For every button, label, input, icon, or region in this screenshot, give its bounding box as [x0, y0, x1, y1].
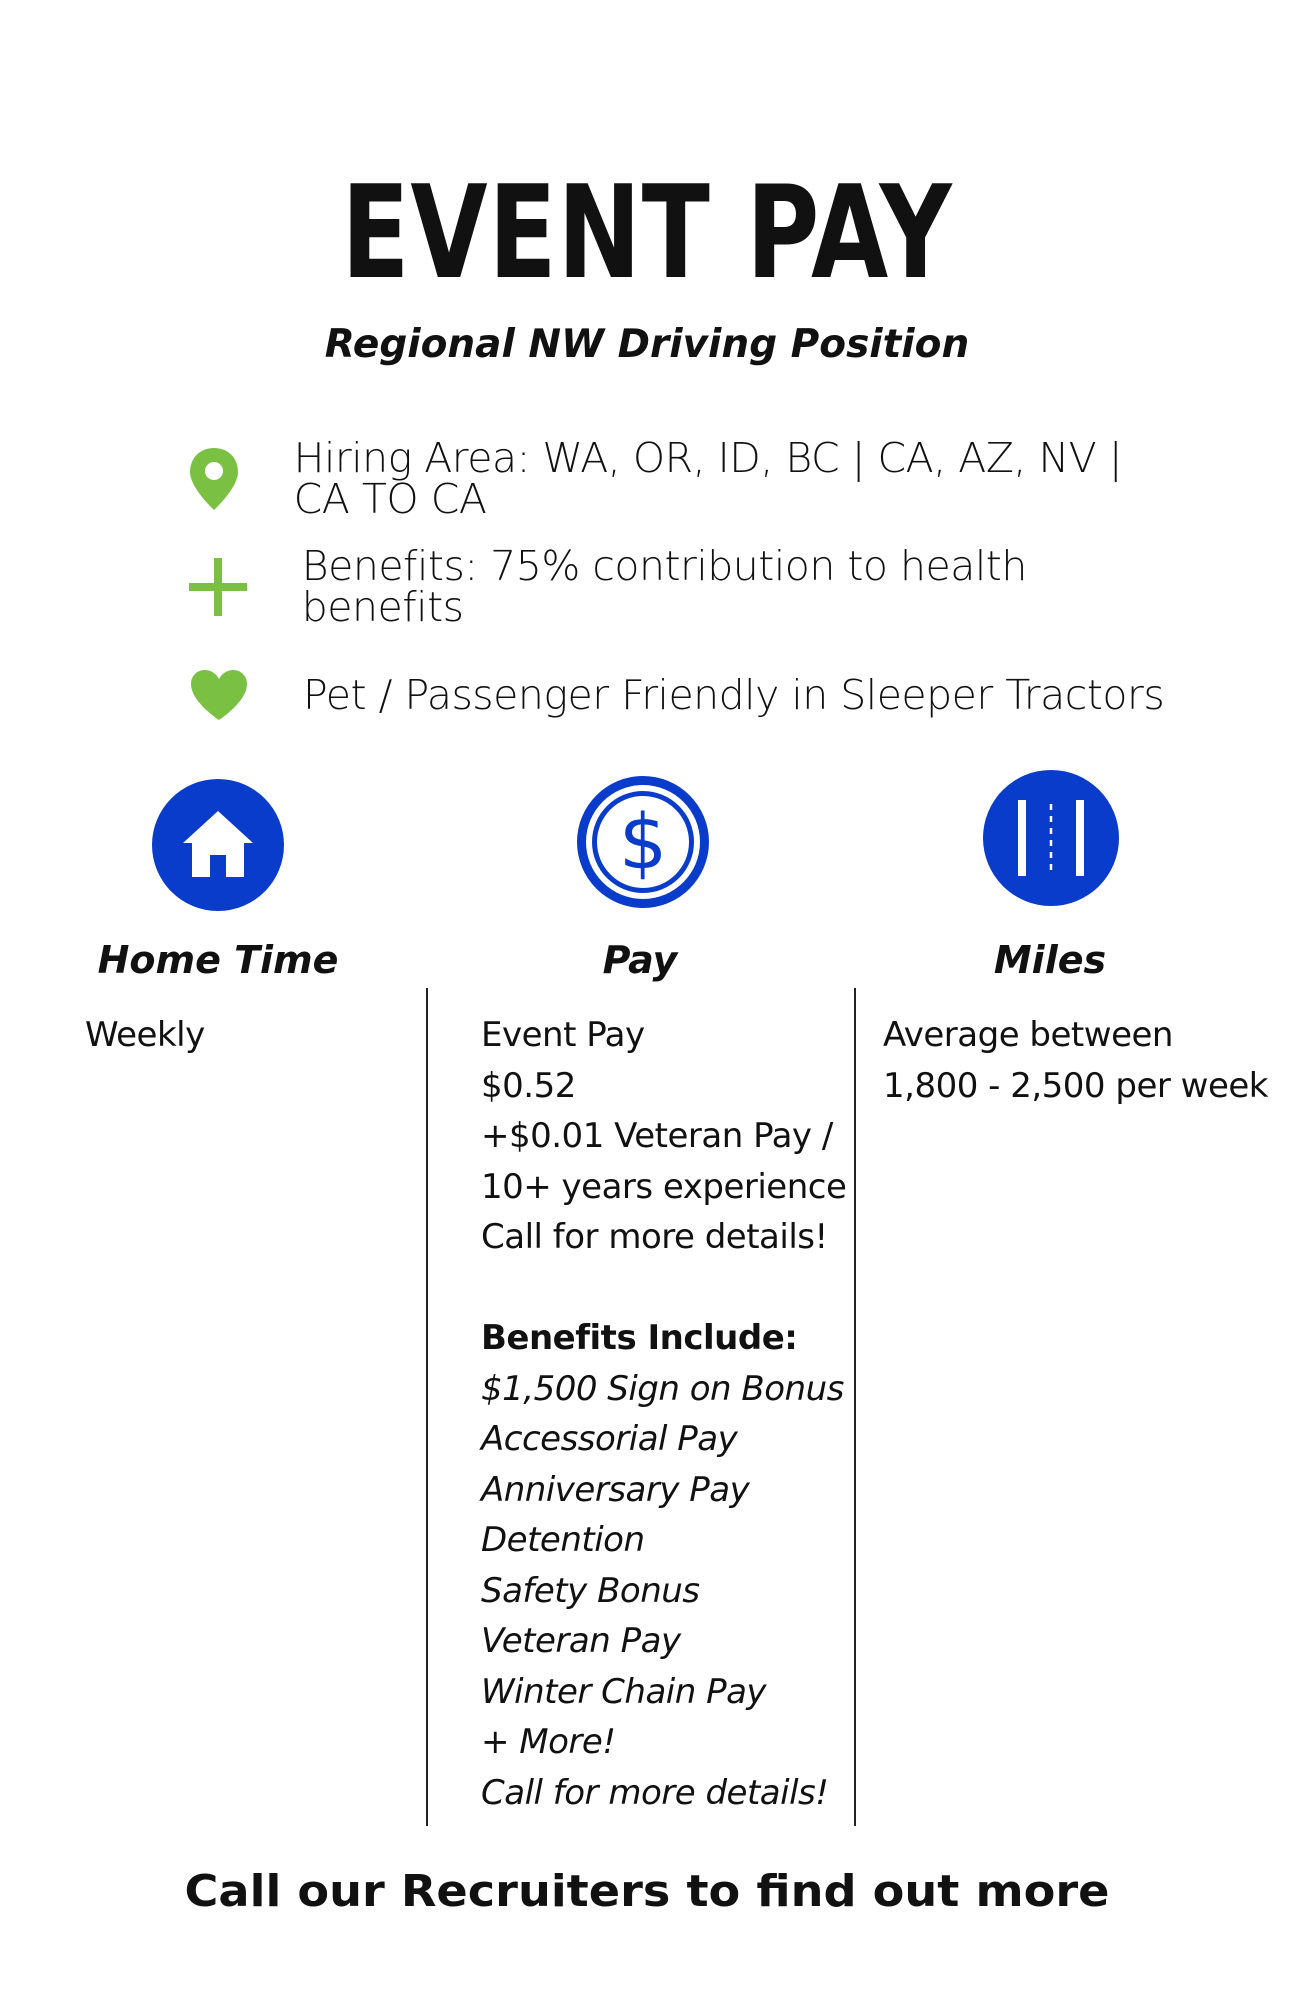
home-time-value: Weekly [85, 1015, 205, 1055]
plus-icon [185, 553, 252, 621]
pay-heading: Pay [602, 938, 678, 982]
pay-line: 10+ years experience [481, 1166, 847, 1207]
column-divider [426, 988, 428, 1826]
spacer [481, 1263, 851, 1314]
home-time-heading: Home Time [97, 938, 339, 982]
miles-line: Average between [883, 1015, 1173, 1055]
page-subtitle: Regional NW Driving Position [324, 322, 970, 367]
miles-details [883, 1010, 1283, 1111]
pay-line: Call for more details! [481, 1217, 828, 1257]
miles-line: 1,800 - 2,500 per week [883, 1065, 1268, 1106]
benefit-item: $1,500 Sign on Bonus [481, 1368, 844, 1409]
svg-text:$: $ [618, 797, 668, 886]
pay-details [481, 1010, 851, 1818]
heart-icon [185, 661, 253, 729]
feature-list [185, 425, 1185, 749]
benefit-item: Anniversary Pay [481, 1469, 750, 1510]
feature-text: Pet / Passenger Friendly in Sleeper Tractors [303, 670, 1165, 719]
feature-text: Hiring Area: WA, OR, ID, BC | CA, AZ, NV | CA TO CA [293, 434, 1123, 523]
footer-call-to-action: Call our Recruiters to find out more [184, 1866, 1110, 1917]
column-divider [854, 988, 856, 1826]
feature-hiring-area [185, 425, 1185, 533]
benefit-item: Winter Chain Pay [481, 1671, 767, 1712]
benefit-item: Accessorial Pay [481, 1419, 738, 1459]
feature-pets [185, 641, 1185, 749]
road-icon [981, 768, 1121, 908]
pay-line: Event Pay [481, 1015, 645, 1055]
benefit-item: Call for more details! [481, 1772, 829, 1813]
house-icon [148, 775, 288, 915]
pay-line: +$0.01 Veteran Pay / [481, 1116, 833, 1156]
page-title: EVENT PAY [341, 159, 953, 308]
dollar-icon [573, 772, 713, 912]
benefits-heading: Benefits Include: [481, 1318, 798, 1358]
benefit-item: Safety Bonus [481, 1570, 700, 1611]
home-time-details [85, 1010, 415, 1061]
miles-heading: Miles [993, 938, 1107, 982]
pay-line: $0.52 [481, 1065, 576, 1106]
benefit-item: Veteran Pay [481, 1621, 681, 1661]
benefit-item: Detention [481, 1520, 645, 1560]
benefit-item: + More! [481, 1722, 616, 1762]
feature-benefits [185, 533, 1185, 641]
feature-text: Benefits: 75% contribution to health benefits [301, 542, 1027, 631]
map-pin-icon [185, 445, 244, 513]
